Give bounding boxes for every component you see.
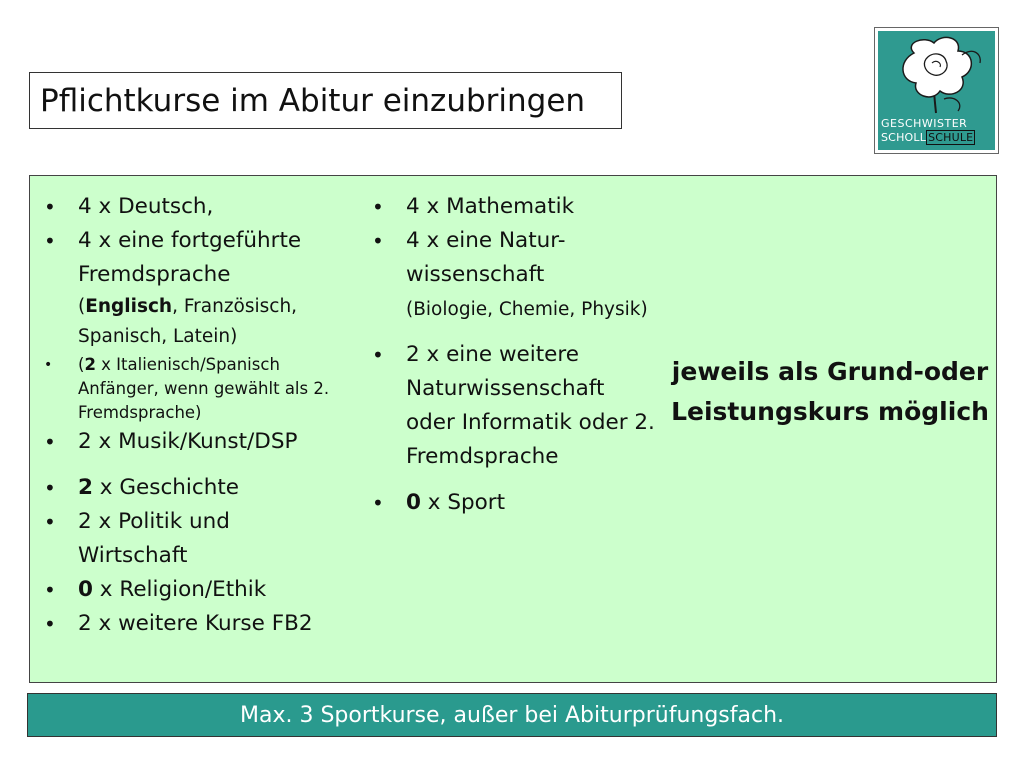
- item-rest: x Sport: [420, 490, 506, 515]
- list-item: [40, 607, 345, 641]
- logo-background: [878, 31, 995, 150]
- list-item: [40, 353, 345, 425]
- course-list-left: [40, 190, 345, 641]
- item-rest: x Religion/Ethik: [92, 577, 267, 602]
- logo-line1: GESCHWISTER: [881, 117, 968, 130]
- list-item: [368, 338, 658, 474]
- list-item: [40, 224, 345, 353]
- course-list-right: [368, 190, 658, 520]
- list-item: [40, 505, 345, 573]
- item-open: (: [78, 355, 85, 374]
- logo-line2-b: SCHULE: [928, 131, 974, 144]
- list-item: [40, 573, 345, 607]
- logo-line2-a: SCHOLL: [881, 131, 927, 144]
- page-title: [29, 72, 622, 129]
- courses-panel: [29, 175, 997, 683]
- item-text: 4 x Deutsch,: [78, 194, 214, 219]
- logo-line2: [881, 131, 975, 144]
- school-logo: [874, 27, 999, 154]
- item-text: 4 x eine Natur-wissenschaft: [406, 228, 566, 287]
- item-bold: 0: [78, 577, 93, 602]
- item-text: 2 x Musik/Kunst/DSP: [78, 429, 298, 454]
- bottom-note-text: Max. 3 Sportkurse, außer bei Abiturprüfungsfach.: [239, 702, 785, 728]
- item-text: 2 x weitere Kurse FB2: [78, 611, 313, 636]
- item-text: 2 x eine weitere Naturwissenschaft oder Informatik oder 2. Fremdsprache: [406, 342, 655, 469]
- item-detail-rest: , Französisch, Spanisch, Latein): [78, 296, 298, 347]
- list-item: [40, 471, 345, 505]
- list-item: [368, 224, 658, 326]
- list-item: [40, 425, 345, 459]
- item-rest: x Geschichte: [92, 475, 239, 500]
- list-item: [368, 486, 658, 520]
- item-bold: 2: [84, 355, 96, 374]
- item-bold: 0: [406, 490, 421, 515]
- item-text: 4 x eine fortgeführte Fremdsprache: [78, 228, 302, 287]
- item-detail-open: (: [78, 296, 86, 317]
- list-item: [368, 190, 658, 224]
- item-rest: x Italienisch/Spanisch Anfänger, wenn gewählt als 2. Fremdsprache): [78, 355, 330, 422]
- item-text: 4 x Mathematik: [406, 194, 575, 219]
- page-title-text: Pflichtkurse im Abitur einzubringen: [40, 82, 586, 119]
- item-text: 2 x Politik und Wirtschaft: [78, 509, 230, 568]
- item-bold: 2: [78, 475, 93, 500]
- item-detail: (Biologie, Chemie, Physik): [406, 299, 648, 320]
- bottom-note: [27, 693, 997, 737]
- item-detail: [78, 292, 345, 352]
- item-detail-bold: Englisch: [85, 296, 173, 317]
- list-item: [40, 190, 345, 224]
- side-note: jeweils als Grund-oder Leistungskurs möglich: [671, 357, 989, 426]
- rose-icon: [884, 33, 989, 117]
